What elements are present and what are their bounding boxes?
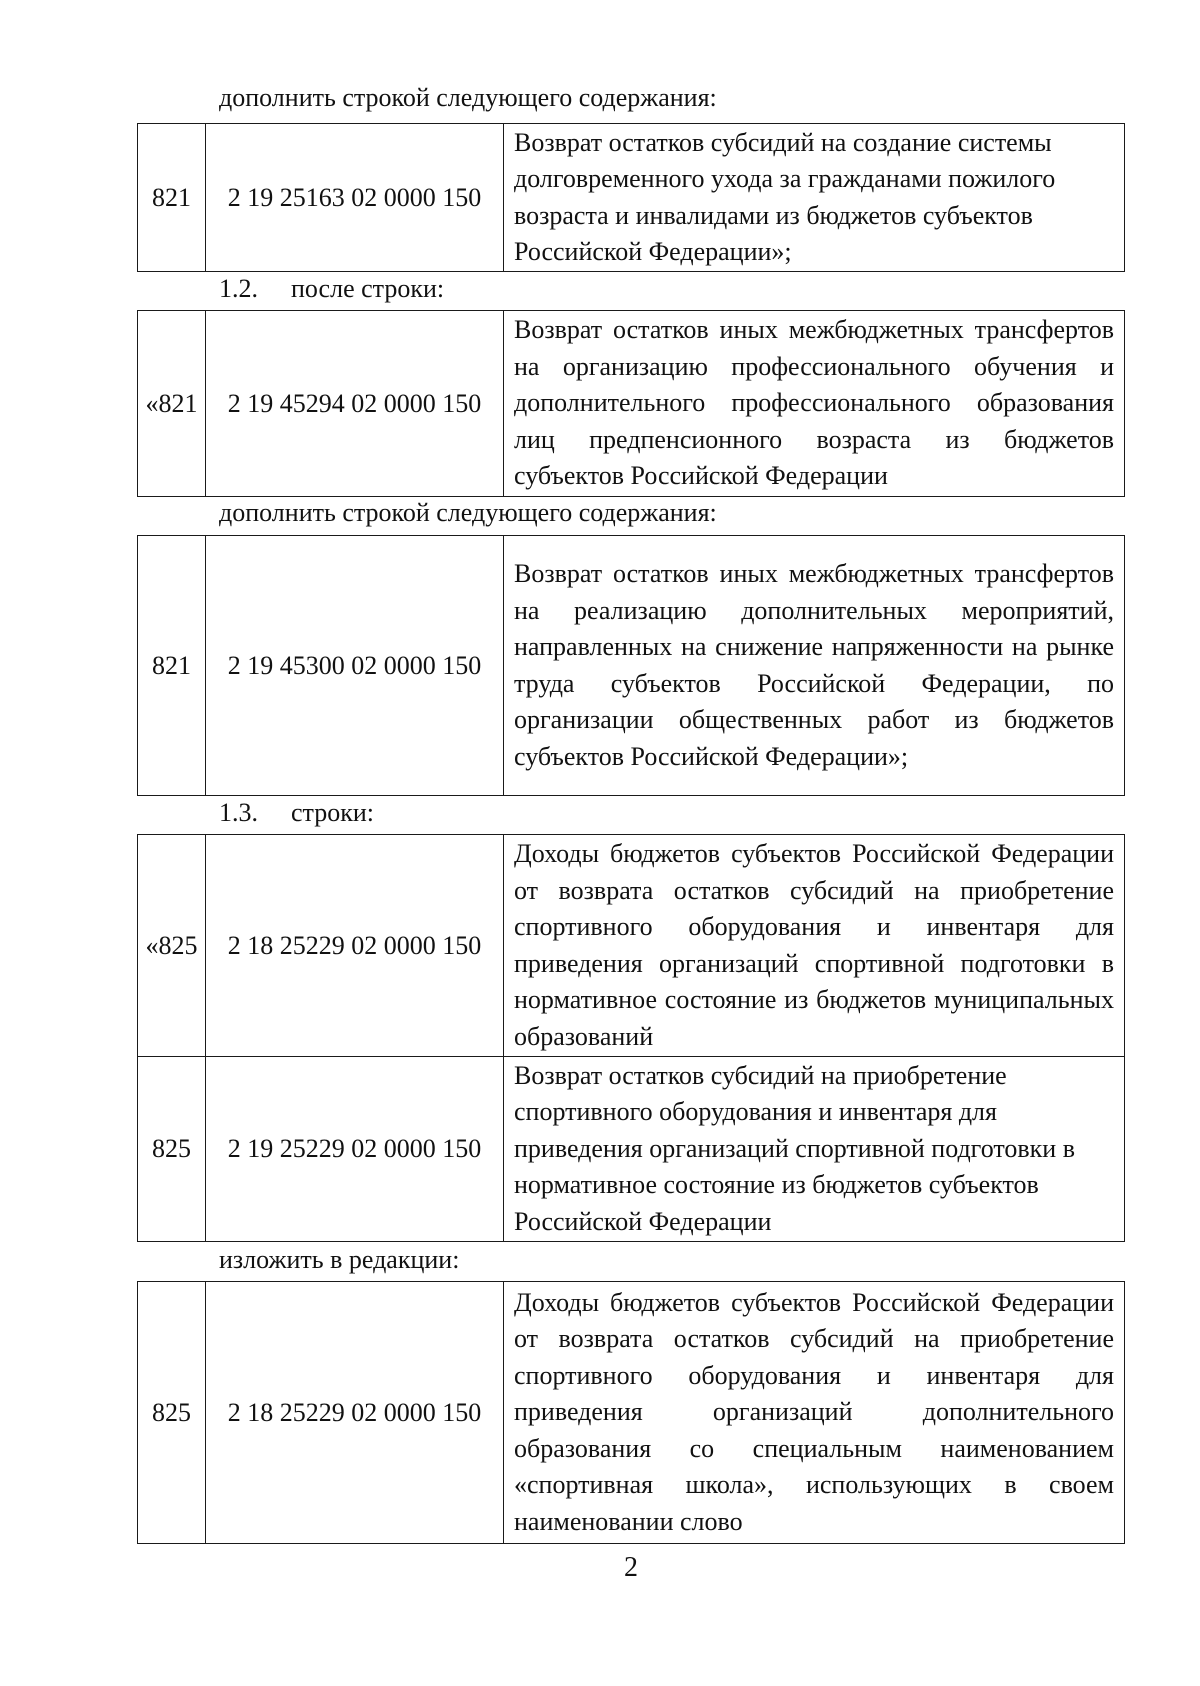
description-cell: Возврат остатков субсидий на приобретение спортивного оборудования и инвентаря для приведения организаций спортивной подготовки в нормативное состояние из бюджетов субъектов Российской Федерации (504, 1057, 1125, 1242)
budget-code-table (137, 834, 1125, 1242)
budget-code-table (137, 1281, 1125, 1544)
table-row (138, 124, 1125, 272)
amendment-intro-text: дополнить строкой следующего содержания: (219, 498, 717, 527)
admin-code-cell: 821 (138, 124, 206, 272)
admin-code-cell: «821 (138, 311, 206, 497)
description-cell: Возврат остатков иных межбюджетных трансфертов на организацию профессионального обучения и дополнительного профессионального образования лиц предпенсионного возраста из бюджетов субъектов Российской Федерации (504, 311, 1125, 497)
kbk-code-cell: 2 19 45300 02 0000 150 (206, 536, 504, 796)
kbk-code-cell: 2 19 25229 02 0000 150 (206, 1057, 504, 1242)
kbk-code-cell: 2 18 25229 02 0000 150 (206, 835, 504, 1057)
description-cell: Доходы бюджетов субъектов Российской Федерации от возврата остатков субсидий на приобретение спортивного оборудования и инвентаря для приведения организаций дополнительного образования со специальным наименованием «спортивная школа», использующих в своем наименовании слово (504, 1282, 1125, 1544)
amendment-intro-text: дополнить строкой следующего содержания: (219, 83, 717, 112)
page-number: 2 (624, 1552, 638, 1583)
section-heading (219, 274, 444, 304)
admin-code-cell: 825 (138, 1282, 206, 1544)
table-row (138, 1282, 1125, 1544)
description-cell: Доходы бюджетов субъектов Российской Федерации от возврата остатков субсидий на приобретение спортивного оборудования и инвентаря для приведения организаций спортивной подготовки в нормативное состояние из бюджетов муниципальных образований (504, 835, 1125, 1057)
budget-code-table (137, 310, 1125, 497)
admin-code-cell: 821 (138, 536, 206, 796)
section-text: строки: (291, 798, 374, 827)
kbk-code-cell: 2 18 25229 02 0000 150 (206, 1282, 504, 1544)
admin-code-cell: 825 (138, 1057, 206, 1242)
section-heading (219, 798, 374, 828)
table-row (138, 1057, 1125, 1242)
section-number: 1.3. (219, 798, 258, 827)
kbk-code-cell: 2 19 25163 02 0000 150 (206, 124, 504, 272)
budget-code-table (137, 123, 1125, 272)
table-row (138, 835, 1125, 1057)
kbk-code-cell: 2 19 45294 02 0000 150 (206, 311, 504, 497)
table-row (138, 536, 1125, 796)
description-cell: Возврат остатков субсидий на создание системы долговременного ухода за гражданами пожилого возраста и инвалидами из бюджетов субъектов Российской Федерации»; (504, 124, 1125, 272)
table-row (138, 311, 1125, 497)
amendment-intro-text: изложить в редакции: (219, 1245, 460, 1274)
budget-code-table (137, 535, 1125, 796)
admin-code-cell: «825 (138, 835, 206, 1057)
section-text: после строки: (291, 274, 445, 303)
section-number: 1.2. (219, 274, 258, 303)
description-cell: Возврат остатков иных межбюджетных трансфертов на реализацию дополнительных мероприятий, направленных на снижение напряженности на рынке труда субъектов Российской Федерации, по организации общественных работ из бюджетов субъектов Российской Федерации»; (504, 536, 1125, 796)
